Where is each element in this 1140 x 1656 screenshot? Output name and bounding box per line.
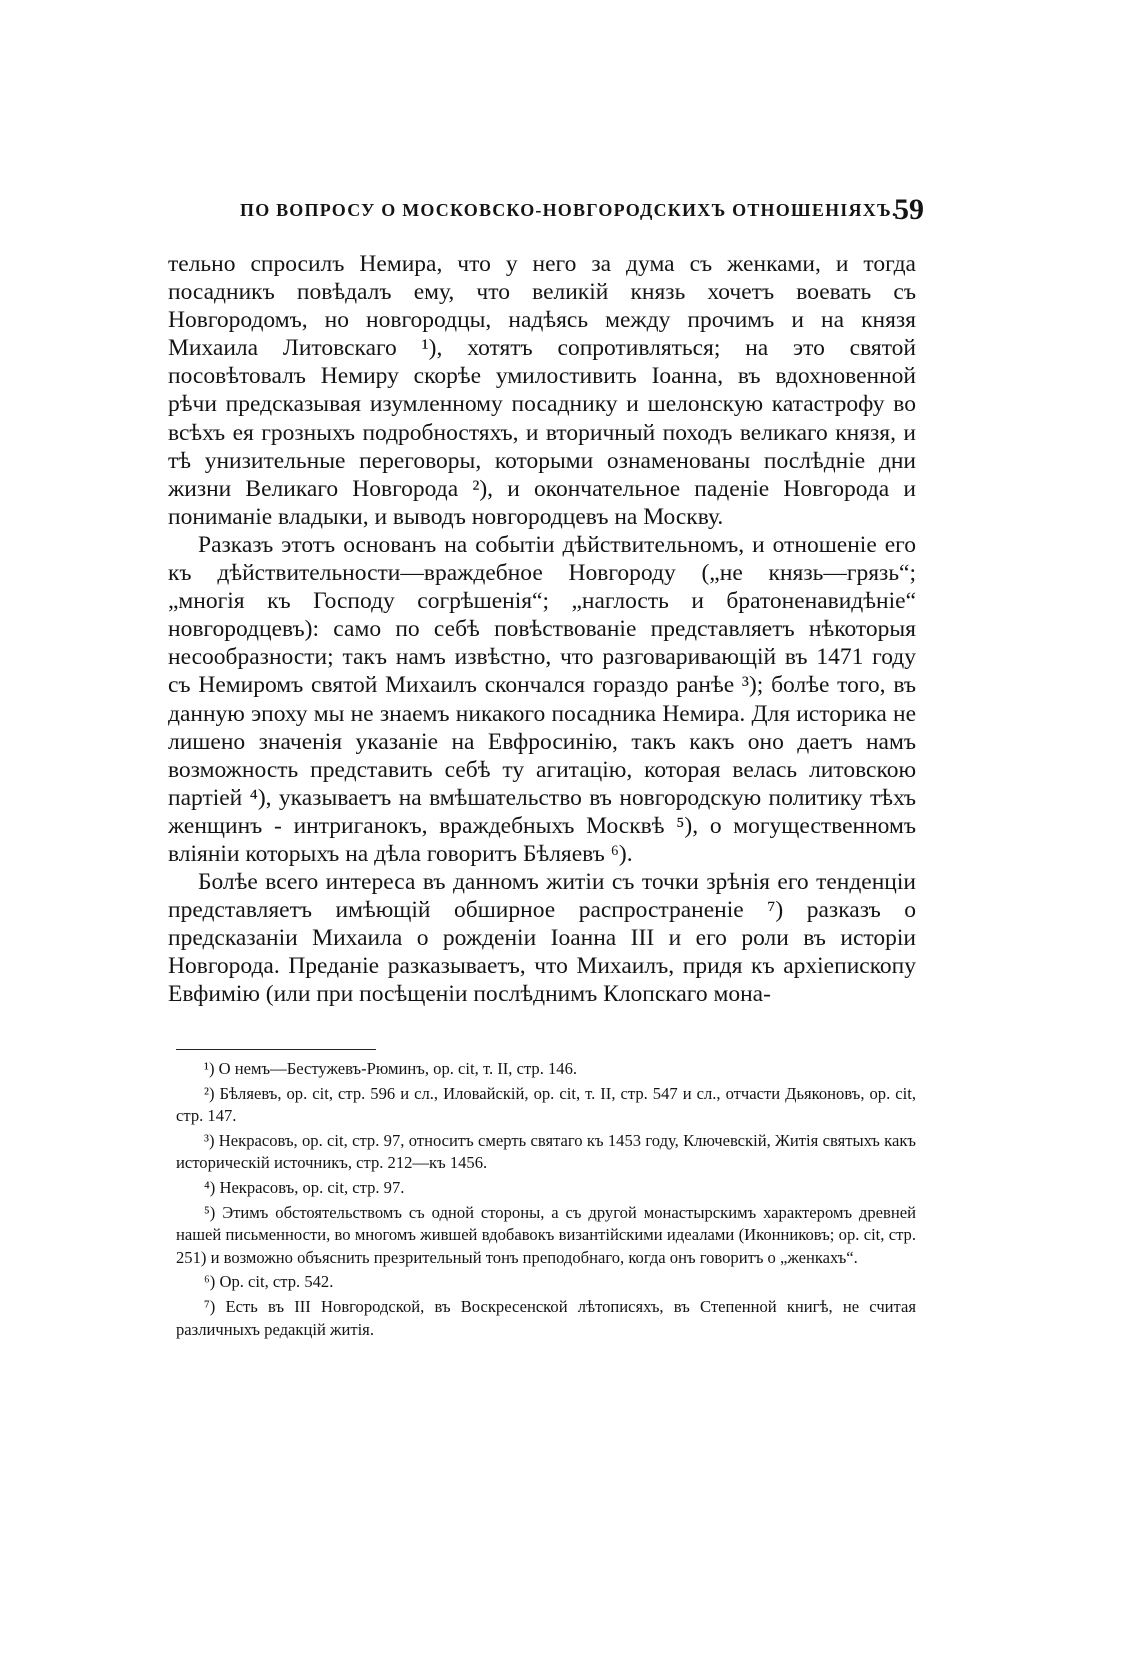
running-header xyxy=(226,193,924,228)
footnotes xyxy=(176,1058,916,1343)
main-text xyxy=(168,250,916,1009)
footnote-7: ⁷) Есть въ III Новгородской, въ Воскресенской лѣтописяхъ, въ Степенной книгѣ, не считая различныхъ редакцій житія. xyxy=(176,1296,916,1339)
footnote-4: ⁴) Некрасовъ, op. cit, стр. 97. xyxy=(204,1177,405,1197)
footnote-5: ⁵) Этимъ обстоятельствомъ съ одной стороны, а съ другой монастырскимъ характеромъ древней нашей письменности, во многомъ жившей вдобавокъ византійскими идеалами (Иконниковъ; op. cit, стр. 251) и возможно объяснить презрительный тонъ преподобнаго, когда онъ говоритъ о „женкахъ“. xyxy=(176,1202,916,1267)
footnote-6: ⁶) Op. cit, стр. 542. xyxy=(204,1272,334,1292)
paragraph: Разказъ этотъ основанъ на событіи дѣйствительномъ, и отношеніе его къ дѣйствительности—враждебное Новгороду („не князь—грязь“; „многія къ Господу согрѣшенія“; „наглость и братоненавидѣніе“ новгородцевъ): само по себѣ повѣствованіе представляетъ нѣкоторыя несообразности; такъ намъ извѣстно, что разговаривающій въ 1471 году съ Немиромъ святой Михаилъ скончался гораздо ранѣе ³); болѣе того, въ данную эпоху мы не знаемъ никакого посадника Немира. Для историка не лишено значенія указаніе на Евфросинію, такъ какъ оно даетъ намъ возможность представить себѣ ту агитацію, которая велась литовскою партіей ⁴), указываетъ на вмѣшательство въ новгородскую политику тѣхъ женщинъ - интриганокъ, враждебныхъ Москвѣ ⁵), о могущественномъ вліяніи которыхъ на дѣла говоритъ Бѣляевъ ⁶). xyxy=(168,531,916,867)
paragraph: тельно спросилъ Немира, что у него за дума съ женками, и тогда посадникъ повѣдалъ ему, что великій князь хочетъ воевать съ Новгородомъ, но новгородцы, надѣясь между прочимъ и на князя Михаила Литовскаго ¹), хотятъ сопротивляться; на это святой посовѣтовалъ Немиру скорѣе умилостивить Іоанна, въ вдохновенной рѣчи предсказывая изумленному посаднику и шелонскую катастрофу во всѣхъ ея грозныхъ подробностяхъ, и вторичный походъ великаго князя, и тѣ унизительные переговоры, которыми ознаменованы послѣдніе дни жизни Великаго Новгорода ²), и окончательное паденіе Новгорода и пониманіе владыки, и выводъ новгородцевъ на Москву. xyxy=(168,251,916,530)
footnote-3: ³) Некрасовъ, op. cit, стр. 97, относитъ смерть святаго къ 1453 году, Ключевскій, Житія святыхъ какъ историческій источникъ, стр. 212—къ 1456. xyxy=(176,1130,916,1173)
footnote-divider xyxy=(176,1049,376,1050)
footnote-2: ²) Бѣляевъ, op. cit, стр. 596 и сл., Иловайскій, op. cit, т. II, стр. 547 и сл., отчасти Дьяконовъ, op. cit, стр. 147. xyxy=(176,1083,916,1126)
running-title: ПО ВОПРОСУ О МОСКОВСКО-НОВГОРОДСКИХЪ ОТНОШЕНІЯХЪ. xyxy=(240,200,898,220)
footnote-1: ¹) О немъ—Бестужевъ-Рюминъ, op. cit, т. II, стр. 146. xyxy=(204,1059,578,1078)
page-number: 59 xyxy=(894,193,924,226)
paragraph: Болѣе всего интереса въ данномъ житіи съ точки зрѣнія его тенденціи представляетъ имѣющій обширное распространеніе ⁷) разказъ о предсказаніи Михаила о рожденіи Іоанна III и его роли въ исторіи Новгорода. Преданіе разказываетъ, что Михаилъ, придя къ архіепископу Евфимію (или при посѣщеніи послѣднимъ Клопскаго мона- xyxy=(168,869,916,1008)
